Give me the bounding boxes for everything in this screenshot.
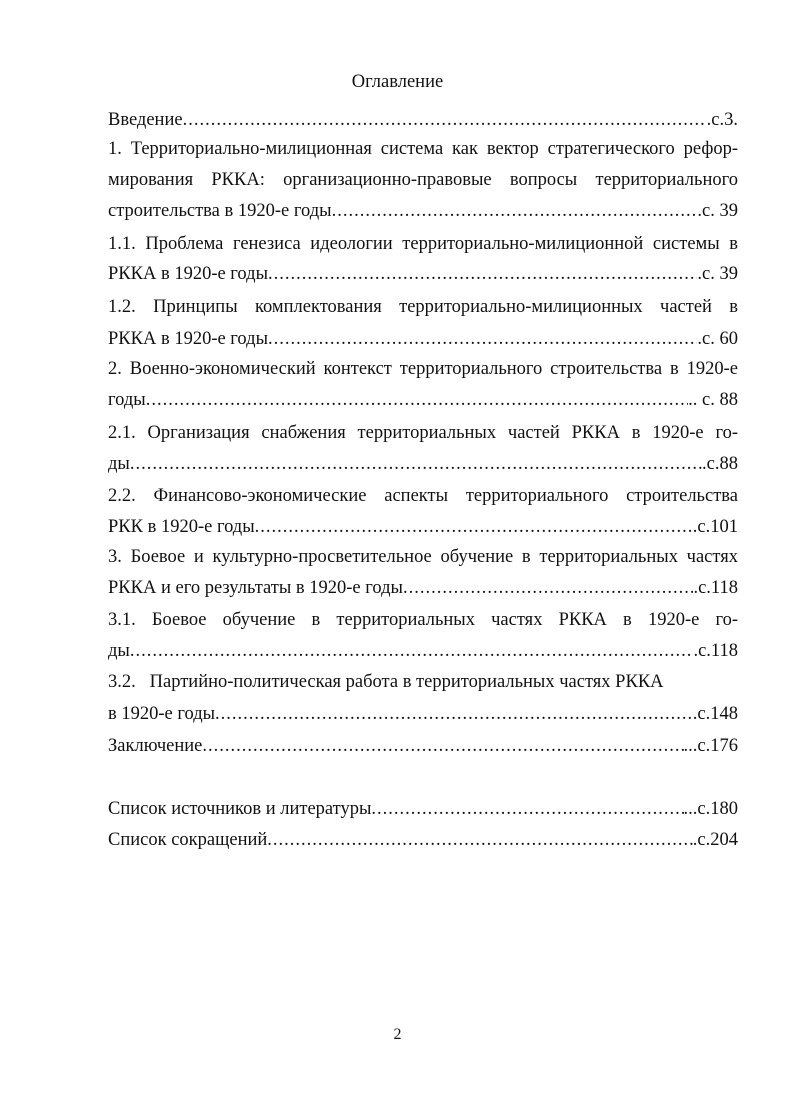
dot-leader (268, 327, 697, 351)
toc-entry-page: ...с.180 (683, 799, 738, 819)
toc-entry-2-1-line-1: 2.1. Организация снабжения территориальных частей РККА в 1920-е го- (108, 423, 738, 443)
toc-entry-2-2-line-1: 2.2. Финансово-экономические аспекты территориального строительства (108, 486, 738, 506)
dot-leader (130, 452, 702, 476)
toc-entry-1-line-2: мирования РККА: организационно-правовые вопросы территориального (108, 170, 738, 190)
toc-entry-page: .с. 60 (697, 329, 738, 349)
toc-entry-3-line-1: 3. Боевое и культурно-просветительное обучение в территориальных частях (108, 547, 738, 567)
toc-entry-page: .. с. 88 (688, 390, 738, 410)
toc-entry-label: Введение (108, 110, 183, 130)
toc-entry-2-2-last-line (108, 515, 738, 539)
dot-leader (130, 639, 694, 663)
toc-entry-2-line-1: 2. Военно-экономический контекст территориального строительства в 1920-е (108, 359, 738, 379)
toc-entry-1-2-line-1: 1.2. Принципы комплектования территориально-милиционных частей в (108, 297, 738, 317)
toc-entry-1-line-1: 1. Территориально-милиционная система как вектор стратегического рефор- (108, 139, 738, 159)
toc-entry-3-1-last-line (108, 639, 738, 663)
toc-entry-page: .с. 39 (697, 264, 738, 284)
toc-entry-label: РККА и его результаты в 1920-е годы (108, 578, 403, 598)
toc-title: Оглавление (351, 72, 444, 92)
toc-entry-label: РКК в 1920-е годы (108, 517, 255, 537)
toc-entry-3-1-line-1: 3.1. Боевое обучение в территориальных частях РККА в 1920-е го- (108, 610, 738, 630)
toc-entry-1-last-line (108, 199, 738, 223)
toc-entry-page: .с.118 (693, 578, 738, 598)
dot-leader (183, 108, 707, 132)
toc-entry-3-2-last-line (108, 702, 738, 726)
toc-entry-1-2-last-line (108, 327, 738, 351)
toc-entry-intro (108, 108, 738, 132)
toc-entry-3-last-line (108, 576, 738, 600)
dot-leader (146, 388, 688, 412)
dot-leader (268, 262, 697, 286)
dot-leader (215, 702, 693, 726)
toc-entry-label: Список сокращений (108, 830, 268, 850)
toc-entry-page: ...с.176 (683, 736, 738, 756)
toc-entry-2-last-line (108, 388, 738, 412)
toc-entry-label: РККА в 1920-е годы (108, 264, 268, 284)
toc-entry-page: .с. 39 (697, 201, 738, 221)
dot-leader (202, 734, 683, 758)
dot-leader (403, 576, 694, 600)
dot-leader (255, 515, 693, 539)
dot-leader (267, 828, 692, 852)
toc-entry-page: .с.3. (706, 110, 738, 130)
toc-entry-label: строительства в 1920-е годы (108, 201, 332, 221)
toc-entry-label: Список источников и литературы (108, 799, 372, 819)
toc-entry-abbreviations (108, 828, 738, 852)
page-number: 2 (393, 1026, 402, 1043)
toc-entry-label: Заключение (108, 736, 203, 756)
toc-entry-label: ды (108, 454, 130, 474)
toc-entry-page: .с.204 (692, 830, 738, 850)
toc-entry-page: .с.148 (692, 704, 738, 724)
toc-entry-page: .с.101 (692, 517, 738, 537)
toc-entry-3-2-line-1: 3.2. Партийно-политическая работа в территориальных частях РККА (108, 672, 664, 692)
dot-leader (332, 199, 698, 223)
toc-entry-sources (108, 797, 738, 821)
toc-entry-page: .с.88 (702, 454, 738, 474)
toc-entry-1-1-last-line (108, 262, 738, 286)
toc-entry-1-1-line-1: 1.1. Проблема генезиса идеологии территориально-милиционной системы в (108, 234, 738, 254)
toc-entry-label: годы (108, 390, 146, 410)
toc-entry-label: РККА в 1920-е годы (108, 329, 268, 349)
toc-entry-2-1-last-line (108, 452, 738, 476)
toc-entry-label: ды (108, 641, 130, 661)
toc-entry-page: .с.118 (693, 641, 738, 661)
dot-leader (371, 797, 683, 821)
toc-entry-conclusion (108, 734, 738, 758)
toc-entry-label: в 1920-е годы (108, 704, 216, 724)
